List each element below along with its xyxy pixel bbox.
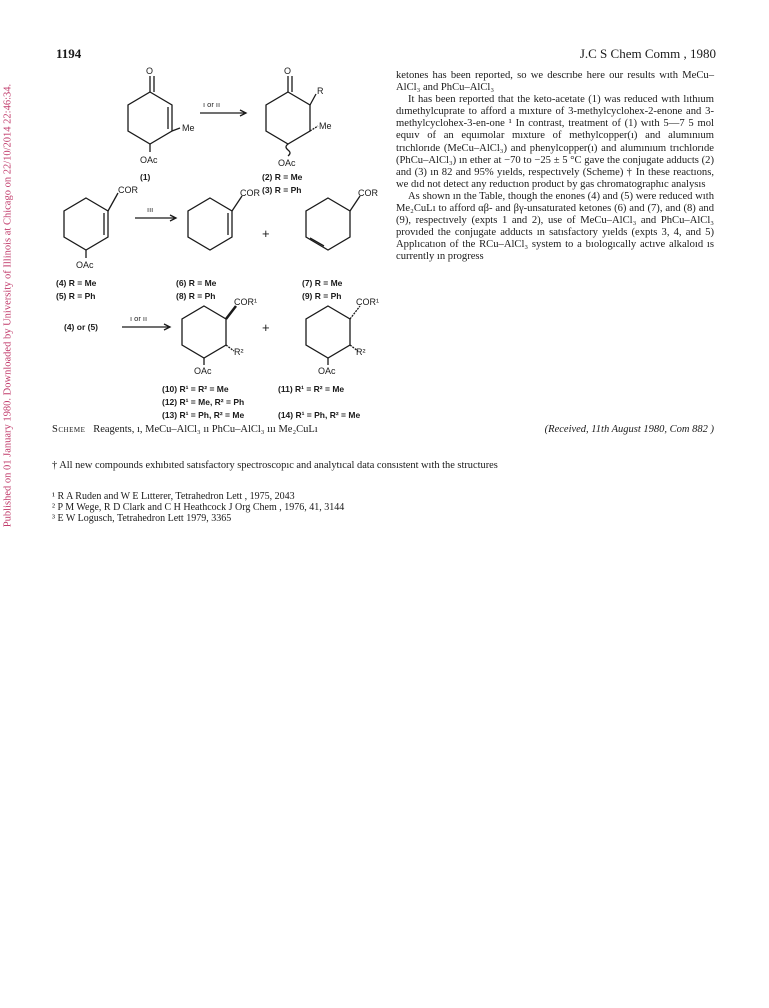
atom-r2: R² <box>356 347 366 357</box>
atom-o: O <box>284 66 292 76</box>
label-compound-6: (6) R = Me <box>176 278 217 288</box>
label-compound-9: (9) R = Ph <box>302 291 342 301</box>
atom-r: R <box>317 86 324 96</box>
reference-item: ¹ R A Ruden and W E Lıtterer, Tetrahedron Lett , 1975, 2043 <box>52 491 295 502</box>
footnote: † All new compounds exhıbıted satısfactory spectroscopıc and analytıcal data consıstent wıth the structures <box>52 460 498 471</box>
label-compound-7: (7) R = Me <box>302 278 343 288</box>
plus-sign: + <box>262 320 270 335</box>
atom-me: Me <box>319 121 332 131</box>
scheme-caption <box>52 424 318 435</box>
download-watermark: Published on 01 January 1980. Downloaded by University of Illinois at Chicago on 22/10/2014 22:46:34. <box>2 83 14 528</box>
body-paragraph: As shown ın the Table, though the enones (4) and (5) were reduced wıth Me₂CuLı to afford αβ- and βγ-unsaturated ketones (6) and (7), and (8) and (9), respectıvely (expts 1 and 2), use of MeCu–AlCl₃ and PhCu–AlCl₃ provıded the conjugate adducts ın satısfactory yıelds (expts 3, 4, and 5) Applıcatıon of the RCu–AlCl₃ system to a bıologıcally actıve alkaloıd ıs currently ın progress <box>396 190 714 263</box>
body-paragraph: It has been reported that the keto-acetate (1) was reduced wıth lıthıum dımethylcuprate to afford a mıxture of 3-methylcyclohex-2-enone and 3-methylcyclohex-3-en-one ¹ In contrast, treatment of (1) wıth 5—7 5 mol equıv of an equımolar mıxture of methylcopper(ı) and alumınıum trıchlorıde (MeCu–AlCl₃) and phenylcopper(ı) and alumınıum trıchlorıde (PhCu–AlCl₃) ın ether at −70 to −25 ± 5 °C gave the conjugate adducts (2) and (3) ın 82 and 95% yıelds, respectıvely (Scheme) † In these reactıons, we dıd not detect any reductıon product by gas chromatographıc analysıs <box>396 94 714 190</box>
scheme-caption-text: Reagents, ı, MeCu–AlCl₃ ıı PhCu–AlCl₃ ııı Me₂CuLı <box>93 424 318 435</box>
atom-oac: OAc <box>76 260 94 270</box>
reaction-scheme <box>0 0 400 420</box>
label-start-4-or-5: (4) or (5) <box>64 322 98 332</box>
label-compound-4: (4) R = Me <box>56 278 97 288</box>
atom-cor: COR <box>118 185 138 195</box>
body-paragraph: ketones has been reported, so we descrıbe here our results wıth MeCu–AlCl₃ and PhCu–AlCl₃ <box>396 70 714 94</box>
atom-oac: OAc <box>278 158 296 168</box>
arrow-reagent-row1: ı or ıı <box>203 100 221 109</box>
received-date: (Received, 11th August 1980, Com 882 ) <box>544 424 714 435</box>
plus-sign: + <box>262 226 270 241</box>
label-compound-1: (1) <box>140 172 151 182</box>
label-compound-3: (3) R = Ph <box>262 185 302 195</box>
page-number: 1194 <box>56 46 82 61</box>
arrow-reagent-row2: ııı <box>147 205 154 214</box>
atom-me: Me <box>182 123 195 133</box>
journal-header: J.C S Chem Comm , 1980 <box>579 46 716 61</box>
label-compound-10: (10) R¹ = R² = Me <box>162 384 229 394</box>
label-compound-12: (12) R¹ = Me, R² = Ph <box>162 397 245 407</box>
atom-r2: R² <box>234 347 244 357</box>
reference-item: ² P M Wege, R D Clark and C H Heathcock J Org Chem , 1976, 41, 3144 <box>52 502 345 514</box>
atom-o: O <box>146 66 154 76</box>
atom-oac: OAc <box>140 155 158 165</box>
scheme-caption-head: Scheme <box>52 424 86 435</box>
label-compound-8: (8) R = Ph <box>176 291 216 301</box>
atom-oac: OAc <box>194 366 212 376</box>
atom-cor: COR <box>240 188 260 198</box>
reference-item: ³ E W Logusch, Tetrahedron Lett 1979, 3365 <box>52 513 232 525</box>
atom-cor1: COR¹ <box>356 297 379 307</box>
body-column <box>396 70 714 264</box>
references <box>52 491 344 525</box>
atom-cor: COR <box>358 188 378 198</box>
atom-cor1: COR¹ <box>234 297 257 307</box>
atom-oac: OAc <box>318 366 336 376</box>
label-compound-2: (2) R = Me <box>262 172 303 182</box>
label-compound-5: (5) R = Ph <box>56 291 96 301</box>
label-compound-14: (14) R¹ = Ph, R² = Me <box>278 410 361 420</box>
arrow-reagent-row3: ı or ıı <box>130 314 148 323</box>
label-compound-13: (13) R¹ = Ph, R² = Me <box>162 410 245 420</box>
label-compound-11: (11) R¹ = R² = Me <box>278 384 345 394</box>
